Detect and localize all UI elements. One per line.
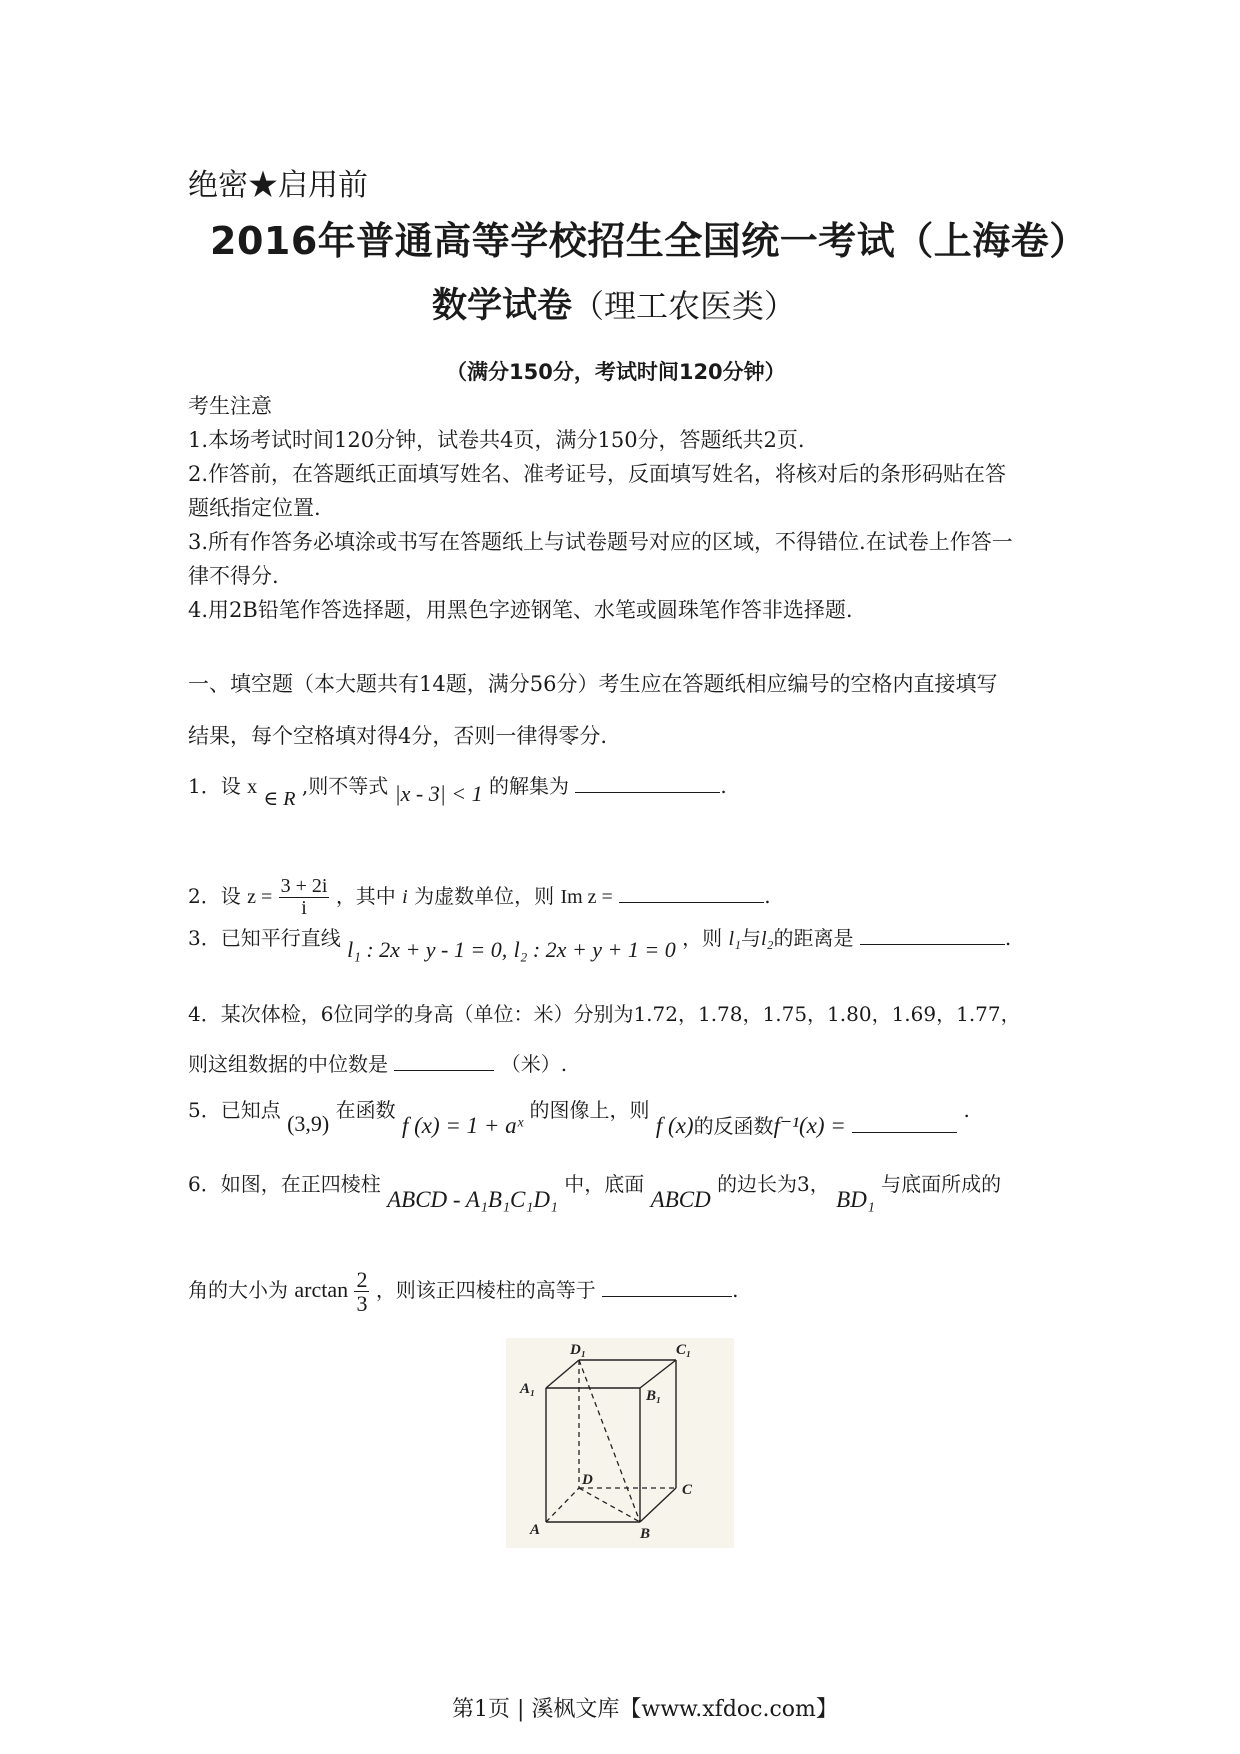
q2-text2: 为虚数单位，则 (414, 884, 555, 908)
prism-diagram (506, 1338, 734, 1548)
q6-text5: ，则该正四棱柱的高等于 (375, 1278, 596, 1303)
notice-item: 题纸指定位置. (188, 496, 321, 520)
label-c1: C₁ (676, 1342, 692, 1358)
diagonal-bd1-hidden (579, 1360, 640, 1522)
edge-bc (640, 1488, 676, 1522)
confidential-label: 绝密★启用前 (188, 168, 368, 203)
question-3 (188, 922, 1012, 962)
edge-b1c1 (640, 1360, 676, 1388)
notice-item: 律不得分. (188, 564, 279, 588)
label-a: A (530, 1522, 541, 1538)
q3-line2: l₂ : 2x + y + 1 = 0 (513, 937, 676, 962)
q2-numerator: 3 + 2i (280, 875, 328, 897)
q6-diagonal: BD₁ (836, 1187, 875, 1212)
q5-text: 在函数 (335, 1098, 396, 1122)
q6-numerator: 2 (356, 1267, 368, 1292)
diagonal-bd-hidden (579, 1488, 640, 1522)
question-4-cont (188, 1048, 567, 1077)
q6-fraction (354, 1268, 369, 1315)
q3-l1: l₁ (728, 928, 741, 950)
q6-answer-blank[interactable] (602, 1276, 732, 1297)
q5-fx: f (x) (655, 1113, 694, 1138)
q3-suffix: 的距离是 (773, 926, 854, 950)
section-heading: 一、填空题（本大题共有14题，满分56分）考生应在答题纸相应编号的空格内直接填写 (188, 672, 998, 696)
q2-answer-blank[interactable] (619, 882, 764, 903)
q2-prefix: 2．设 (188, 884, 241, 908)
q5-point: (3,9) (287, 1111, 330, 1136)
subtitle-paren: （理工农医类） (572, 287, 797, 325)
notice-heading: 考生注意 (188, 394, 272, 418)
label-b1: B₁ (646, 1388, 662, 1404)
question-2 (188, 876, 771, 919)
q3-line1: l₁ : 2x + y - 1 = 0, (347, 937, 508, 962)
q2-text: ，其中 (335, 884, 396, 908)
q5-function: f (x) = 1 + aˣ (401, 1113, 524, 1138)
q1-suffix: 的解集为 (488, 774, 569, 798)
q6-denominator: 3 (356, 1291, 368, 1317)
label-d1: D₁ (570, 1342, 587, 1358)
q5-inverse-label: 的反函数 (693, 1114, 774, 1138)
prism-figure (506, 1338, 734, 1548)
q4-answer-blank[interactable] (394, 1050, 494, 1071)
q4-text: 则这组数据的中位数是 (188, 1052, 388, 1076)
question-4: 4．某次体检，6位同学的身高（单位：米）分别为1.72，1.78，1.75，1.80，1.69，1.77， (188, 1002, 1021, 1026)
q2-fraction (279, 876, 330, 919)
q2-end: . (764, 884, 771, 908)
q2-imz: Im z = (560, 886, 613, 908)
q1-end: . (720, 774, 727, 798)
label-c: C (682, 1482, 693, 1498)
q2-denominator: i (301, 897, 307, 919)
exam-title: 2016年普通高等学校招生全国统一考试（上海卷） (210, 219, 1088, 263)
q5-end: . (963, 1098, 970, 1122)
q2-z: z = (247, 886, 273, 908)
q6-arctan: arctan (294, 1277, 349, 1303)
q1-var: x (247, 776, 258, 798)
subtitle-main: 数学试卷 (432, 286, 573, 326)
q6-base: ABCD (650, 1187, 711, 1212)
notice-item: 4.用2B铅笔作答选择题，用黑色字迹钢笔、水笔或圆珠笔作答非选择题. (188, 598, 853, 622)
q5-inverse: f⁻¹(x) = (773, 1113, 846, 1138)
notice-item: 2.作答前，在答题纸正面填写姓名、准考证号，反面填写姓名，将核对后的条形码贴在答 (188, 462, 1007, 486)
q5-text2: 的图像上，则 (529, 1098, 650, 1122)
q3-prefix: 3．已知平行直线 (188, 926, 341, 950)
question-6-cont (188, 1268, 739, 1315)
q3-end: . (1004, 926, 1012, 950)
question-1 (188, 770, 727, 810)
label-a1: A₁ (520, 1381, 536, 1397)
q6-text: 中，底面 (564, 1172, 645, 1196)
q1-text: ,则不等式 (301, 774, 389, 798)
label-d: D (582, 1472, 593, 1488)
q1-set: ∈ R (263, 788, 296, 810)
q3-and: 与 (740, 926, 761, 950)
notice-item: 3.所有作答务必填涂或书写在答题纸上与试卷题号对应的区域，不得错位.在试卷上作答一 (188, 530, 1013, 554)
q1-prefix: 1．设 (188, 774, 241, 798)
q2-i: i (402, 886, 408, 908)
q1-inequality: |x - 3| < 1 (394, 781, 483, 806)
q6-text2: 的边长为3， (717, 1172, 830, 1196)
q6-text3: 与底面所成的 (881, 1172, 1002, 1196)
score-time-line: （满分150分，考试时间120分钟） (446, 360, 786, 384)
question-6 (188, 1168, 1002, 1212)
q4-unit: （米）. (500, 1052, 568, 1076)
exam-subtitle (432, 278, 796, 328)
question-5 (188, 1094, 970, 1138)
q5-prefix: 5．已知点 (188, 1098, 281, 1122)
edge-ad-hidden (546, 1488, 579, 1522)
q3-text: ，则 (682, 926, 723, 950)
q3-answer-blank[interactable] (860, 924, 1005, 945)
q1-answer-blank[interactable] (575, 772, 720, 793)
label-b: B (640, 1526, 651, 1542)
q3-l2: l₂ (760, 928, 774, 950)
q6-text4: 角的大小为 (188, 1278, 288, 1303)
q6-prefix: 6．如图，在正四棱柱 (188, 1172, 381, 1196)
page-footer: 第1页 | 溪枫文库【www.xfdoc.com】 (452, 1697, 838, 1722)
section-heading-cont: 结果，每个空格填对得4分，否则一律得零分. (188, 724, 608, 748)
q6-prism: ABCD - A₁B₁C₁D₁ (387, 1187, 558, 1212)
notice-item: 1.本场考试时间120分钟，试卷共4页，满分150分，答题纸共2页. (188, 428, 805, 452)
edge-a1d1 (546, 1360, 579, 1388)
q6-end: . (732, 1278, 739, 1303)
q5-answer-blank[interactable] (852, 1112, 957, 1133)
